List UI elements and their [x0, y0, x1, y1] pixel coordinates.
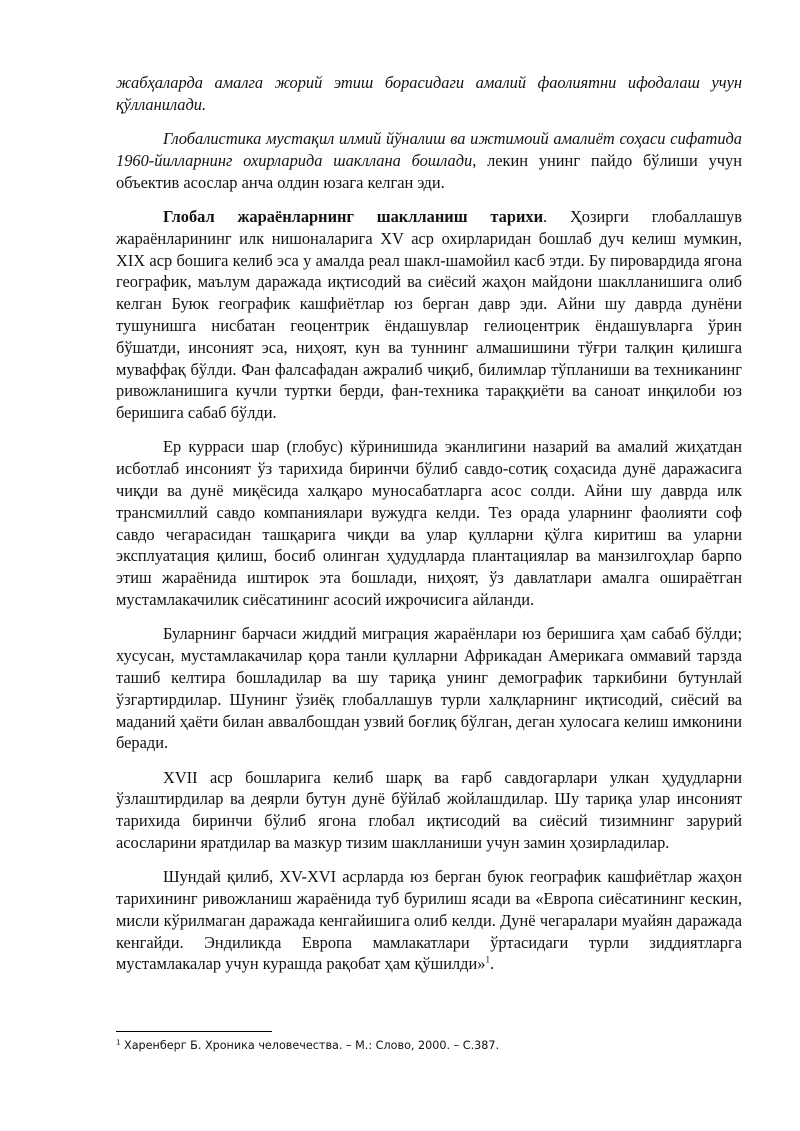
paragraph-globalistics [116, 128, 742, 193]
italic-lead: Глобалистика мустақил илмий йўналиш ва ижтимоий амалиёт соҳаси сифатида 1960-йилларнинг охирларида шакллана бошлади [116, 129, 742, 170]
footnote-separator [116, 1031, 272, 1032]
paragraph-text: , лекин унинг пайдо бўлиши учун объектив асослар анча олдин юзага келган эди. [116, 150, 742, 192]
paragraph-text: жабҳаларда амалга жорий этиш борасидаги амалий фаолиятни ифодалаш учун қўлланилади. [116, 73, 742, 114]
footnote-reference[interactable]: 1 [485, 955, 490, 966]
paragraph-text: . Ҳозирги глобаллашув жараёнларининг илк нишоналарига XV аср охирларидан бошлаб дуч келиш мумкин, XIX аср бошига келиб эса у амалда реал шакл-шамойил касб этди. Бу пировардида ягона географик, маълум даражада иқтисодий ва сиёсий жаҳон майдони шаклланишига олиб келган Буюк географик кашфиётлар юз берган давр эди. Айни шу даврда дунёни тушунишга нисбатан геоцентрик ёндашувлар гелиоцентрик ёндашувларга ўрин бўшатди, инсоният эса, ниҳоят, кун ва туннинг алмашишини тўғри талқин қилишга муваффақ бўлди. Фан фалсафадан ажралиб чиқиб, билимлар тўпланиши ва техниканинг ривожланишига кучли туртки берди, фан-техника тараққиёти ва саноат инқилоби юз беришига сабаб бўлди. [116, 206, 742, 423]
footnote [116, 1038, 742, 1053]
paragraph-continuation [116, 72, 742, 116]
paragraph-xvii-century: XVII аср бошларига келиб шарқ ва ғарб савдогарлари улкан ҳудудларни ўзлаштирдилар ва деярли бутун дунё бўйлаб жойлашдилар. Шу тариқа улар инсоният тарихида биринчи бўлиб ягона глобал иқтисодий ва сиёсий тизимнинг зарурий асосларини яратдилар ва мазкур тизим шаклланиши учун замин ҳозирладилар. [116, 767, 742, 852]
footnote-text: Харенберг Б. Хроника человечества. – М.: Слово, 2000. – С.387. [120, 1039, 500, 1052]
paragraph-migration: Буларнинг барчаси жиддий миграция жараёнлари юз беришига ҳам сабаб бўлди; хусусан, мустамлакачилар қора танли қулларни Африкадан Америкага оммавий тарзда ташиб келтира бошладилар ва шу тариқа унинг демографик таркибини бутунлай ўзгартирдилар. Шунинг ўзиёқ глобаллашув турли халқларнинг иқтисодий, сиёсий ва маданий ҳаёти билан аввалбошдан узвий боғлиқ бўлган, деган хулосага келиш имконини беради. [116, 624, 742, 753]
section-heading: Глобал жараёнларнинг шаклланиш тарихи [163, 206, 544, 226]
paragraph-conclusion [116, 866, 742, 975]
paragraph-history [116, 206, 742, 424]
paragraph-text: Шундай қилиб, XV-XVI асрларда юз берган буюк географик кашфиётлар жаҳон тарихининг ривожланиш жараёнида туб бурилиш ясади ва «Европа сиёсатининг кескин, мисли кўрилмаган даражада кенгайишига олиб келди. Дунё чегаралари муайян даражада кенгайди. Эндиликда Европа мамлакатлари ўртасидаги турли зиддиятларга мустамлакалар учун курашда рақобат ҳам қўшилди» [116, 867, 742, 974]
paragraph-end: . [489, 954, 495, 974]
document-body [116, 72, 742, 988]
paragraph-globe: Ер курраси шар (глобус) кўринишида эканлигини назарий ва амалий жиҳатдан исботлаб инсоният ўз тарихида биринчи бўлиб савдо-сотиқ соҳасида дунё даражасига чиқди ва дунё миқёсида халқаро муносабатларга асос солди. Айни шу даврда илк трансмиллий савдо компаниялари вужудга келди. Тез орада уларнинг фаолияти соф савдо чегарасидан ташқарига чиқди ва улар қулларни қўлга киритиш ва уларни эксплуатация қилиш, босиб олинган ҳудудларда плантациялар ва манзилгоҳлар барпо этиш жараёнида иштирок эта бошлади, ниҳоят, ўз давлатлари амалга ошираётган мустамлакачилик сиёсатининг асосий ижрочисига айланди. [116, 437, 742, 610]
footnote-marker: 1 [116, 1038, 121, 1047]
